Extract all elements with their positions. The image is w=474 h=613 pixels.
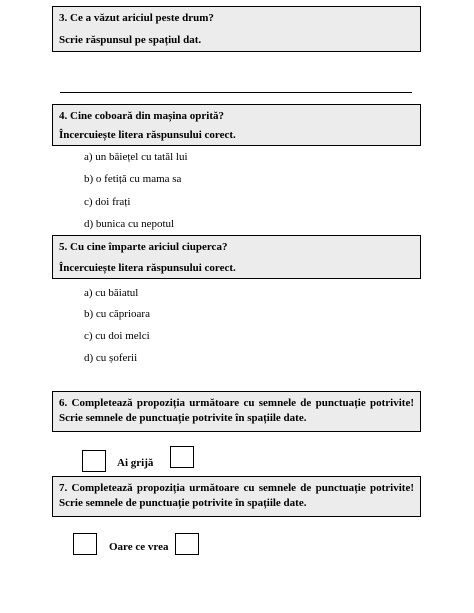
question-5-title: 5. Cu cine împarte ariciul ciuperca? [59, 241, 228, 253]
question-5-instruction: Încercuiește litera răspunsului corect. [59, 262, 236, 274]
punctuation-box-3[interactable] [73, 533, 97, 555]
question-6-instruction: Scrie semnele de punctuație potrivite în spațiile date. [59, 412, 307, 424]
question-4-option-c[interactable]: c) doi frați [84, 196, 131, 208]
question-6-title: 6. Completează propoziția următoare cu semnele de punctuație potrivite! [59, 397, 414, 409]
question-4-option-d[interactable]: d) bunica cu nepotul [84, 218, 175, 230]
question-3-box [52, 6, 421, 52]
question-5-box [52, 235, 421, 279]
question-4-option-a[interactable]: a) un băiețel cu tatăl lui [84, 151, 188, 163]
question-6-sentence: Ai grijă [117, 457, 154, 469]
punctuation-box-4[interactable] [175, 533, 199, 555]
question-5-option-b[interactable]: b) cu căprioara [84, 308, 150, 320]
question-4-title: 4. Cine coboară din mașina oprită? [59, 110, 225, 122]
answer-line[interactable] [60, 92, 412, 93]
punctuation-box-1[interactable] [82, 450, 106, 472]
question-5-option-a[interactable]: a) cu băiatul [84, 287, 139, 299]
question-5-option-d[interactable]: d) cu șoferii [84, 352, 138, 364]
question-7-sentence: Oare ce vrea [109, 541, 169, 553]
question-3-title: 3. Ce a văzut ariciul peste drum? [59, 12, 214, 24]
question-4-option-b[interactable]: b) o fetiță cu mama sa [84, 173, 182, 185]
question-7-instruction: Scrie semnele de punctuație potrivite în spațiile date. [59, 497, 307, 509]
question-5-option-c[interactable]: c) cu doi melci [84, 330, 150, 342]
question-3-instruction: Scrie răspunsul pe spațiul dat. [59, 34, 202, 46]
punctuation-box-2[interactable] [170, 446, 194, 468]
question-4-box [52, 104, 421, 146]
question-6-box [52, 391, 421, 432]
question-4-instruction: Încercuiește litera răspunsului corect. [59, 129, 236, 141]
question-7-box [52, 476, 421, 517]
question-7-title: 7. Completează propoziția următoare cu semnele de punctuație potrivite! [59, 482, 414, 494]
